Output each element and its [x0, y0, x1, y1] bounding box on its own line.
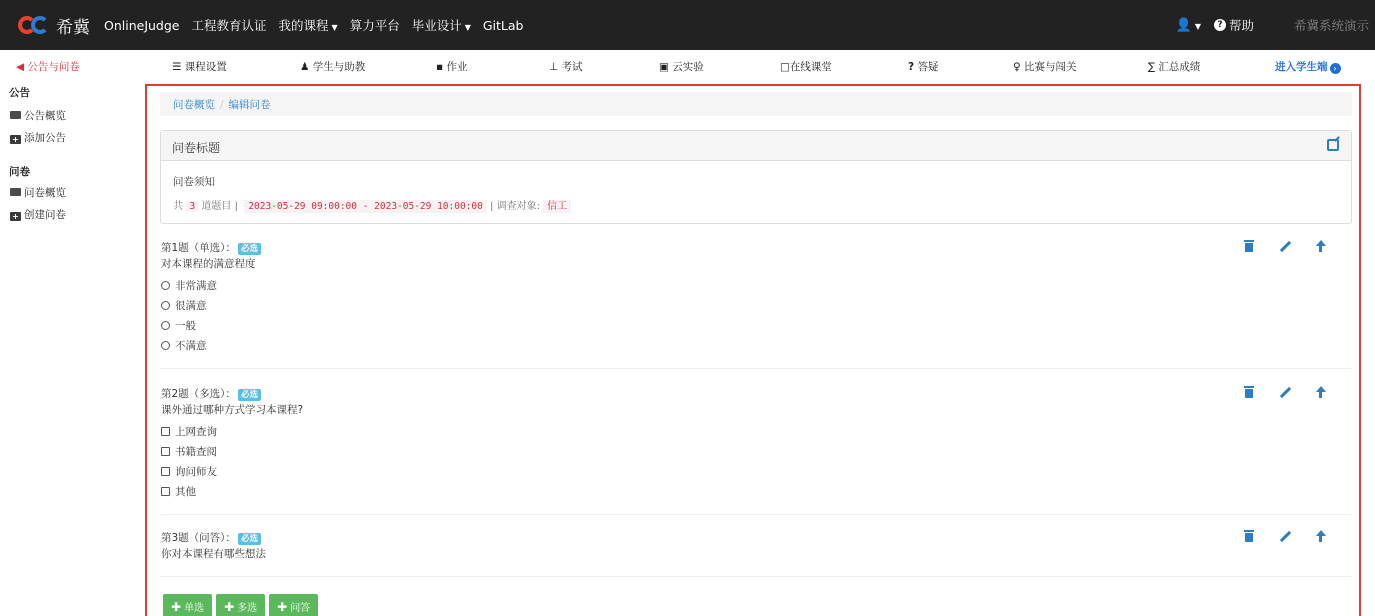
arrow-up-icon[interactable]	[1315, 386, 1327, 400]
add-open-question-button[interactable]: ✚ 问答	[269, 594, 318, 616]
question-1	[161, 240, 1351, 356]
question-divider	[160, 368, 1352, 369]
sidebar-item-add-announcement[interactable]: + 添加公告	[10, 130, 66, 145]
add-question-buttons	[163, 594, 322, 616]
checkbox-icon[interactable]	[161, 447, 170, 456]
survey-meta: 共 3 道题目 | 2023-05-29 09:00:00 - 2023-05-29 10:00:00 | 调查对象: 信工	[173, 197, 571, 212]
option-radio[interactable]: 不满意	[161, 336, 1351, 356]
question-actions	[1219, 386, 1327, 400]
checkbox-icon[interactable]	[161, 427, 170, 436]
option-checkbox[interactable]: 书籍查阅	[161, 442, 1351, 462]
subnav-cloud-lab[interactable]: ▣ 云实验	[659, 61, 704, 73]
main-content	[145, 84, 1361, 616]
subnav-course-settings[interactable]: ☰ 课程设置	[172, 61, 227, 73]
breadcrumb-edit-survey[interactable]: 编辑问卷	[228, 99, 271, 111]
users-icon: ♟	[300, 61, 310, 73]
checkbox-icon[interactable]	[161, 487, 170, 496]
edit-icon[interactable]	[1327, 139, 1339, 151]
arrow-up-icon[interactable]	[1315, 240, 1327, 254]
survey-title: 问卷标题	[172, 141, 221, 155]
laptop-icon: ▣	[659, 61, 669, 73]
option-checkbox[interactable]: 上网查询	[161, 422, 1351, 442]
required-badge: 必选	[238, 533, 261, 545]
list-icon: ☰	[172, 61, 182, 73]
folder-plus-icon: +	[10, 212, 21, 221]
caret-down-icon: ▼	[1194, 21, 1201, 31]
question-text: 对本课程的满意程度	[161, 258, 256, 270]
question-header: 第2题（多选）： 必选	[161, 386, 1351, 401]
subnav-online-classroom[interactable]: □在线课堂	[780, 61, 832, 73]
survey-info-panel	[160, 130, 1352, 224]
folder-icon	[10, 188, 21, 196]
checkbox-icon[interactable]	[161, 467, 170, 476]
subnav-qa[interactable]: ? 答疑	[908, 61, 939, 73]
question-icon: ?	[908, 61, 915, 73]
subnav-homework[interactable]: ▪ 作业	[436, 61, 468, 73]
sidebar-item-create-survey[interactable]: + 创建问卷	[10, 207, 66, 222]
enter-student-side-link[interactable]: 进入学生端 ›	[1275, 59, 1341, 74]
plus-icon: ✚	[277, 600, 288, 614]
question-actions	[1219, 240, 1327, 254]
caret-down-icon: ▼	[464, 23, 471, 32]
nav-item-compute-platform[interactable]: 算力平台	[349, 18, 400, 33]
add-single-choice-button[interactable]: ✚ 单选	[163, 594, 212, 616]
subnav-contests[interactable]: ♀ 比赛与闯关	[1013, 61, 1077, 73]
nav-item-graduation-design[interactable]: 毕业设计 ▼	[411, 18, 471, 33]
trash-icon[interactable]	[1243, 240, 1255, 254]
plus-icon: ✚	[171, 600, 182, 614]
question-text: 课外通过哪种方式学习本课程?	[161, 404, 304, 416]
subnav-announcements-surveys[interactable]: ◀ 公告与问卷	[16, 61, 80, 73]
nav-item-gitlab[interactable]: GitLab	[482, 17, 524, 33]
help-link[interactable]: ? 帮助	[1214, 16, 1254, 34]
question-actions	[1219, 530, 1327, 544]
required-badge: 必选	[238, 243, 261, 255]
logo[interactable]	[18, 13, 90, 38]
folder-plus-icon: +	[10, 135, 21, 144]
plus-icon: ✚	[224, 600, 235, 614]
option-checkbox[interactable]: 询问师友	[161, 462, 1351, 482]
survey-notice: 问卷须知	[173, 176, 215, 188]
logo-text: 希冀	[56, 17, 90, 38]
subnav-total-scores[interactable]: ∑ 汇总成绩	[1148, 61, 1201, 73]
option-checkbox[interactable]: 其他	[161, 482, 1351, 502]
pencil-icon[interactable]	[1279, 386, 1291, 400]
question-circle-icon: ?	[1214, 19, 1226, 31]
breadcrumb	[160, 92, 1352, 116]
exam-icon: ⊥	[549, 61, 559, 73]
trash-icon[interactable]	[1243, 530, 1255, 544]
question-header: 第3题（问答）： 必选	[161, 530, 1351, 545]
megaphone-icon: ◀	[16, 61, 25, 73]
logo-mark-icon	[18, 14, 54, 36]
trophy-icon: ♀	[1013, 61, 1021, 73]
folder-icon	[10, 111, 21, 119]
nav-item-my-courses[interactable]: 我的课程 ▼	[278, 18, 338, 33]
arrow-right-circle-icon: ›	[1330, 63, 1341, 74]
user-menu[interactable]	[1176, 18, 1201, 33]
question-2	[161, 386, 1351, 502]
radio-icon[interactable]	[161, 321, 170, 330]
demo-system-label[interactable]: 希冀系统演示	[1293, 18, 1369, 33]
arrow-up-icon[interactable]	[1315, 530, 1327, 544]
breadcrumb-separator: /	[220, 99, 224, 111]
breadcrumb-survey-overview[interactable]: 问卷概览	[173, 99, 215, 111]
radio-icon[interactable]	[161, 301, 170, 310]
question-divider	[160, 514, 1352, 515]
survey-time-range: 2023-05-29 09:00:00 - 2023-05-29 10:00:00	[244, 200, 487, 213]
sidebar-item-survey-overview[interactable]: 问卷概览	[10, 185, 66, 200]
caret-down-icon: ▼	[331, 23, 338, 32]
radio-icon[interactable]	[161, 281, 170, 290]
question-count: 3	[186, 201, 198, 212]
radio-icon[interactable]	[161, 341, 170, 350]
sidebar-heading-surveys: 问卷	[9, 166, 30, 178]
question-header: 第1题（单选）： 必选	[161, 240, 1351, 255]
sigma-icon: ∑	[1148, 61, 1156, 73]
survey-target: 信工	[543, 200, 571, 213]
nav-item-engineering-certification[interactable]: 工程教育认证	[191, 18, 267, 33]
homework-icon: ▪	[436, 61, 444, 73]
pencil-icon[interactable]	[1279, 240, 1291, 254]
screen-icon: □	[780, 61, 790, 73]
question-divider	[160, 576, 1352, 577]
required-badge: 必选	[238, 389, 261, 401]
option-radio[interactable]: 非常满意	[161, 276, 1351, 296]
option-radio[interactable]: 很满意	[161, 296, 1351, 316]
user-icon: 👤	[1175, 17, 1192, 33]
option-radio[interactable]: 一般	[161, 316, 1351, 336]
subnav-exam[interactable]: ⊥ 考试	[549, 61, 583, 73]
question-text: 你对本课程有哪些想法	[161, 548, 266, 560]
subnav-students-tas[interactable]: ♟ 学生与助教	[300, 61, 366, 73]
question-3	[161, 530, 1351, 561]
sidebar-heading-announcements: 公告	[9, 87, 30, 99]
nav-item-onlinejudge[interactable]: OnlineJudge	[104, 17, 180, 33]
course-subnav	[0, 54, 1375, 80]
survey-title-header	[161, 131, 1351, 161]
top-navbar	[0, 0, 1375, 50]
add-multiple-choice-button[interactable]: ✚ 多选	[216, 594, 265, 616]
sidebar-item-announcement-overview[interactable]: 公告概览	[10, 108, 66, 123]
pencil-icon[interactable]	[1279, 530, 1291, 544]
trash-icon[interactable]	[1243, 386, 1255, 400]
